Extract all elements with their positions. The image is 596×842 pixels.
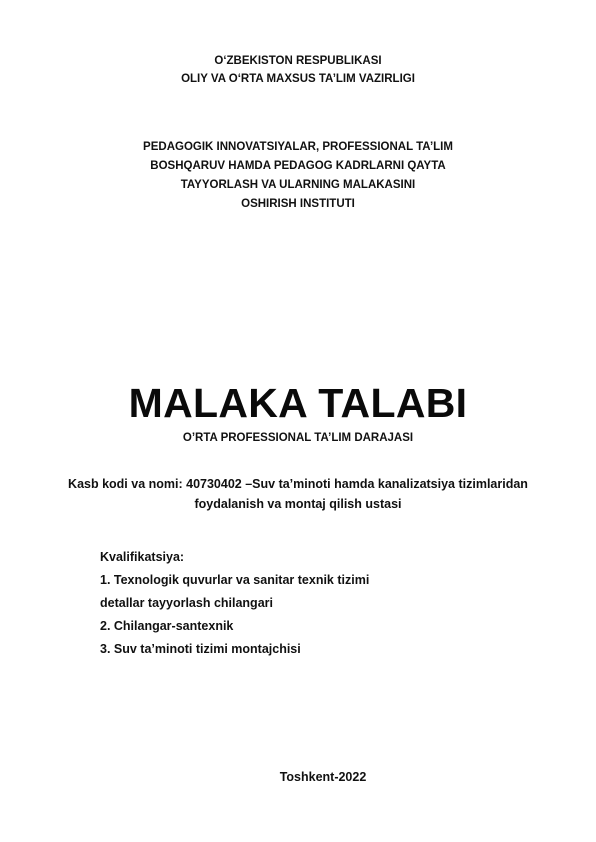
country-name: O‘ZBEKISTON RESPUBLIKASI <box>214 55 382 67</box>
ministry-header <box>0 52 596 88</box>
qualification-item: 2. Chilangar-santexnik <box>100 619 234 633</box>
profession-line: Kasb kodi va nomi: 40730402 –Suv ta’minoti hamda kanalizatsiya tizimlaridan <box>68 477 528 491</box>
qualification-item: 1. Texnologik quvurlar va sanitar texnik tizimi <box>100 573 370 587</box>
qualification-item: detallar tayyorlash chilangari <box>100 596 273 610</box>
document-subtitle: O’RTA PROFESSIONAL TA’LIM DARAJASI <box>182 432 414 444</box>
profession-code-name <box>0 474 596 514</box>
institute-line: TAYYORLASH VA ULARNING MALAKASINI <box>180 179 416 191</box>
institute-line: OSHIRISH INSTITUTI <box>241 198 355 210</box>
qualification-item: 3. Suv ta’minoti tizimi montajchisi <box>100 642 301 656</box>
institute-line: PEDAGOGIK INNOVATSIYALAR, PROFESSIONAL TA’LIM <box>143 141 453 153</box>
institute-name <box>0 138 596 214</box>
qualification-heading: Kvalifikatsiya: <box>100 550 185 564</box>
qualification-list <box>100 546 369 661</box>
institute-line: BOSHQARUV HAMDA PEDAGOG KADRLARNI QAYTA <box>150 160 446 172</box>
profession-line: foydalanish va montaj qilish ustasi <box>194 497 402 511</box>
document-title: MALAKA TALABI <box>128 380 468 426</box>
ministry-name: OLIY VA O‘RTA MAXSUS TA’LIM VAZIRLIGI <box>181 73 415 85</box>
place-and-year: Toshkent-2022 <box>279 770 367 784</box>
